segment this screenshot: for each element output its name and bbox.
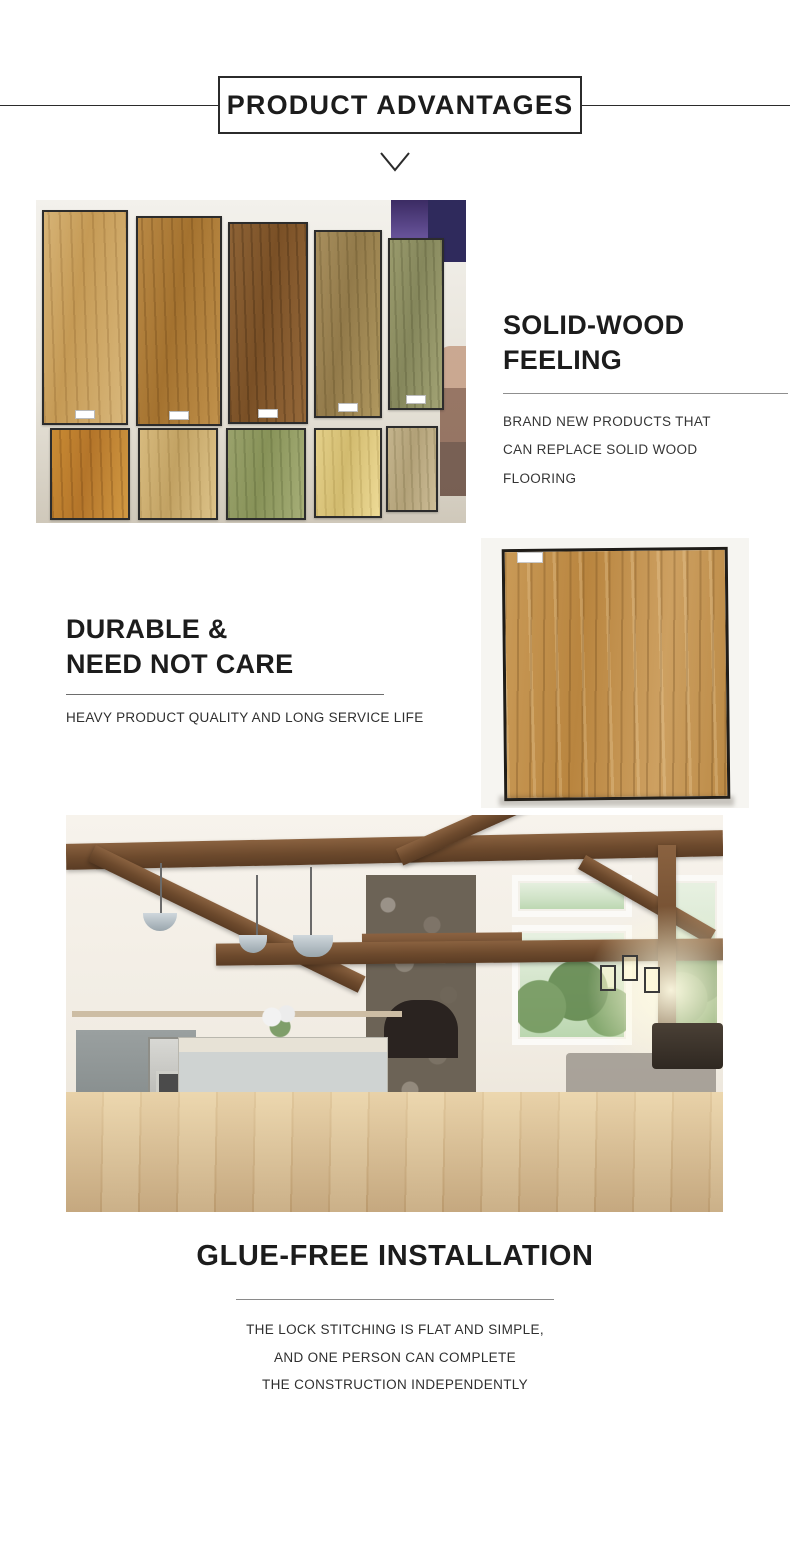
- solid-wood-heading-line-2: FEELING: [503, 344, 623, 375]
- chevron-down-icon: [0, 150, 790, 179]
- page-title-box: [218, 76, 582, 134]
- glue-free-heading: GLUE-FREE INSTALLATION: [196, 1240, 594, 1272]
- glue-free-body: [0, 1316, 790, 1399]
- flooring-sample-showroom-photo: [36, 200, 466, 523]
- durable-text-block: [66, 612, 466, 730]
- solid-wood-heading-line-1: SOLID-WOOD: [503, 310, 685, 340]
- page-title: PRODUCT ADVANTAGES: [226, 89, 574, 120]
- glue-free-text-block: [0, 1240, 790, 1399]
- advantage-section-solid-wood: [0, 200, 790, 530]
- durable-heading-line-1: DURABLE &: [66, 614, 228, 644]
- solid-wood-text-block: [503, 308, 788, 493]
- solid-wood-body-line-2: CAN REPLACE SOLID WOOD: [503, 442, 698, 458]
- single-plank-sample-photo: [481, 538, 749, 808]
- advantage-section-durable: [0, 530, 790, 815]
- durable-heading-line-2: NEED NOT CARE: [66, 648, 294, 679]
- durable-heading: [66, 612, 466, 681]
- living-room-interior-photo: [66, 815, 723, 1212]
- solid-wood-body: [503, 408, 788, 493]
- glue-free-body-line-1: THE LOCK STITCHING IS FLAT AND SIMPLE,: [246, 1322, 544, 1337]
- solid-wood-heading: [503, 308, 788, 377]
- header-section: [0, 0, 790, 200]
- glue-free-body-line-3: THE CONSTRUCTION INDEPENDENTLY: [261, 1377, 529, 1393]
- solid-wood-body-line-1: BRAND NEW PRODUCTS THAT: [503, 414, 711, 430]
- solid-wood-divider: [503, 393, 788, 394]
- glue-free-body-line-2: AND ONE PERSON CAN COMPLETE: [274, 1349, 516, 1365]
- durable-divider: [66, 694, 384, 695]
- durable-body: HEAVY PRODUCT QUALITY AND LONG SERVICE LIFE: [66, 710, 424, 726]
- glue-free-divider: [236, 1299, 554, 1300]
- solid-wood-body-line-3: FLOORING: [503, 470, 577, 486]
